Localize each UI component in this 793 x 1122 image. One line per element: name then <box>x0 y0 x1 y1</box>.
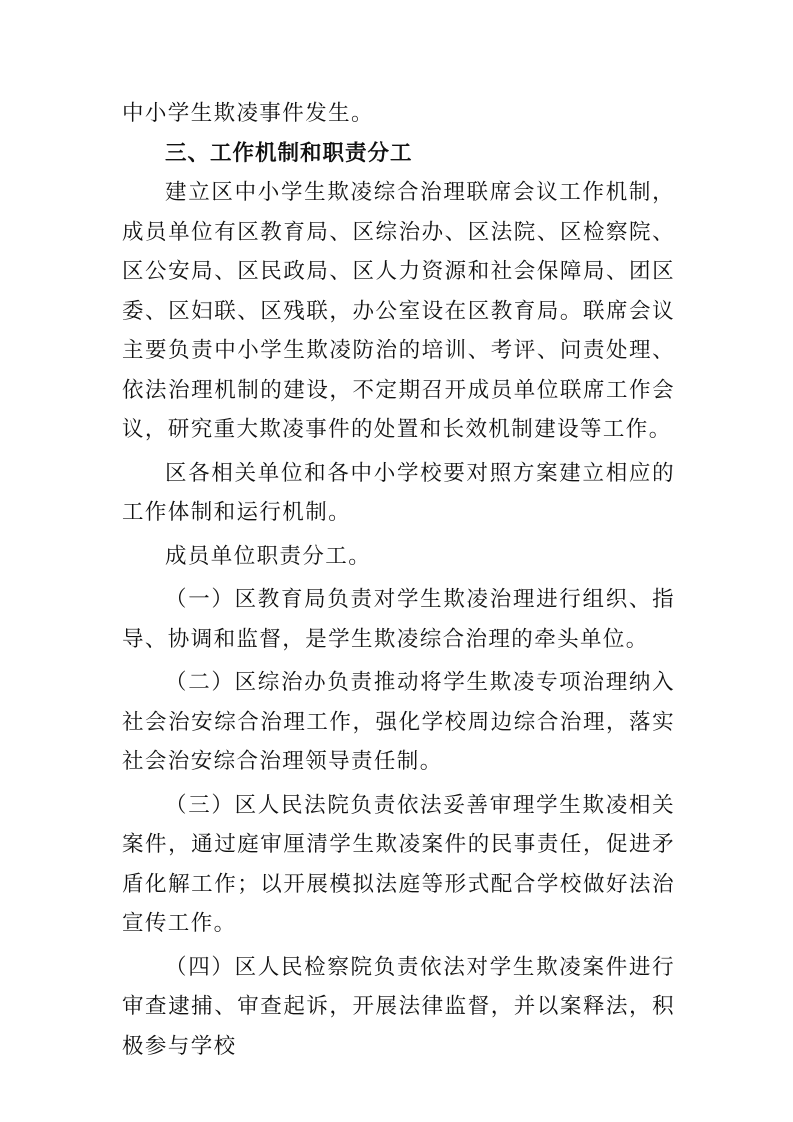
paragraph-duty-4: （四）区人民检察院负责依法对学生欺凌案件进行审查逮捕、审查起诉，开展法律监督，并以案释法，积极参与学校 <box>122 954 675 1059</box>
paragraph-duty-2: （二）区综治办负责推动将学生欺凌专项治理纳入社会治安综合治理工作，强化学校周边综合治理，落实社会治安综合治理领导责任制。 <box>122 670 675 774</box>
paragraph-continuation: 中小学生欺凌事件发生。 <box>122 101 374 126</box>
section-heading: 三、工作机制和职责分工 <box>165 140 413 166</box>
paragraph-duties-intro: 成员单位职责分工。 <box>165 543 372 569</box>
paragraph-units: 区各相关单位和各中小学校要对照方案建立相应的工作体制和运行机制。 <box>122 460 675 525</box>
paragraph-duty-3: （三）区人民法院负责依法妥善审理学生欺凌相关案件，通过庭审厘清学生欺凌案件的民事责任，促进矛盾化解工作；以开展模拟法庭等形式配合学校做好法治宣传工作。 <box>122 792 675 936</box>
paragraph-duty-1: （一）区教育局负责对学生欺凌治理进行组织、指导、协调和监督，是学生欺凌综合治理的牵头单位。 <box>122 587 675 652</box>
paragraph-mechanism: 建立区中小学生欺凌综合治理联席会议工作机制，成员单位有区教育局、区综治办、区法院、区检察院、区公安局、区民政局、区人力资源和社会保障局、团区委、区妇联、区残联，办公室设在区教育局。联席会议主要负责中小学生欺凌防治的培训、考评、问责处理、依法治理机制的建设，不定期召开成员单位联席工作会议，研究重大欺凌事件的处置和长效机制建设等工作。 <box>122 180 675 442</box>
